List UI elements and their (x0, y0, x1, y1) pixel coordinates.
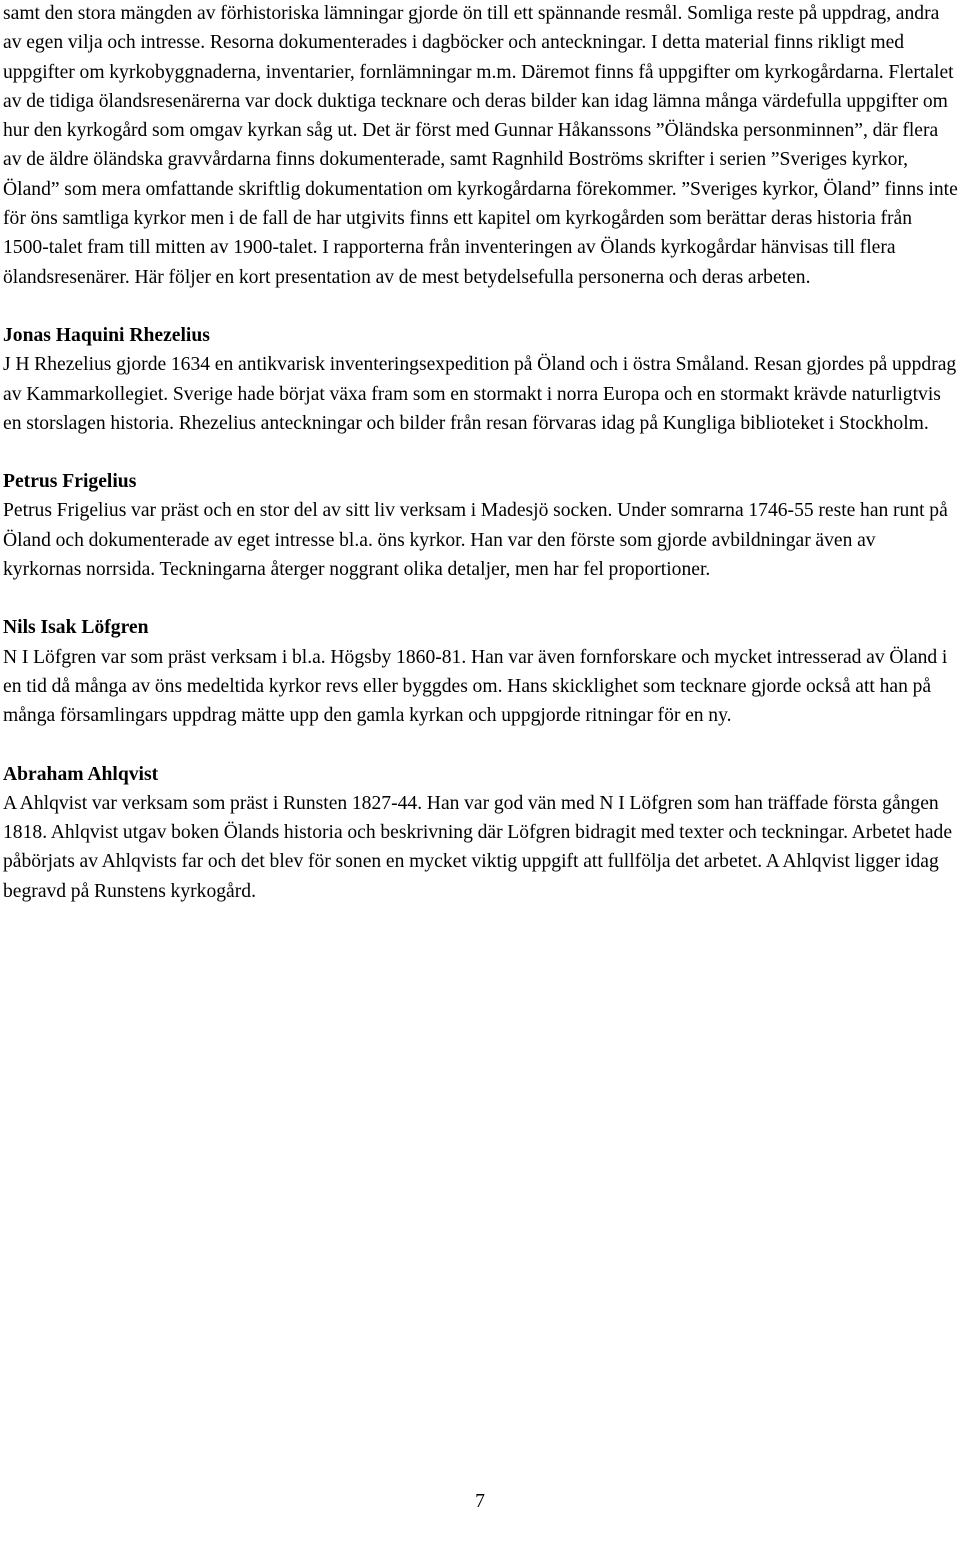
section-heading: Jonas Haquini Rhezelius (3, 324, 210, 346)
section-heading: Petrus Frigelius (3, 471, 137, 493)
section-heading: Abraham Ahlqvist (3, 763, 159, 785)
section-paragraph: N I Löfgren var som präst verksam i bl.a. Högsby 1860-81. Han var även fornforskare och mycket intresserad av Öland i en tid då många av öns medeltida kyrkor revs eller byggdes om. Hans skicklighet som tecknare gjorde också att han på många församlingars uppdrag mätte upp den gamla kyrkan och uppgjorde ritningar för en ny. (3, 646, 948, 727)
section-ahlqvist (3, 760, 958, 906)
section-frigelius (3, 467, 958, 584)
section-heading: Nils Isak Löfgren (3, 617, 149, 639)
page-number: 7 (475, 1491, 485, 1512)
section-lofgren (3, 613, 958, 730)
intro-paragraph: samt den stora mängden av förhistoriska lämningar gjorde ön till ett spännande resmål. Somliga reste på uppdrag, andra av egen vilja och intresse. Resorna dokumenterades i dagböcker och anteckningar. I detta material finns rikligt med uppgifter om kyrkobyggnaderna, inventarier, fornlämningar m.m. Däremot finns få uppgifter om kyrkogårdarna. Flertalet av de tidiga ölandsresenärerna var dock duktiga tecknare och deras bilder kan idag lämna många värdefulla uppgifter om hur den kyrkogård som omgav kyrkan såg ut. Det är först med Gunnar Håkanssons ”Öländska personminnen”, där flera av de äldre öländska gravvårdarna finns dokumenterade, samt Ragnhild Boströms skrifter i serien ”Sveriges kyrkor, Öland” som mera omfattande skriftlig dokumentation om kyrkogårdarna förekommer. ”Sveriges kyrkor, Öland” finns inte för öns samtliga kyrkor men i de fall de har utgivits finns ett kapitel om kyrkogården som berättar deras historia från 1500-talet fram till mitten av 1900-talet. I rapporterna från inventeringen av Ölands kyrkogårdar hänvisas till flera ölandsresenärer. Här följer en kort presentation av de mest betydelsefulla personerna och deras arbeten. (3, 3, 958, 288)
section-paragraph: Petrus Frigelius var präst och en stor del av sitt liv verksam i Madesjö socken. Under somrarna 1746-55 reste han runt på Öland och dokumenterade av eget intresse bl.a. öns kyrkor. Han var den förste som gjorde avbildningar även av kyrkornas norrsida. Teckningarna återger noggrant olika detaljer, men har fel proportioner. (3, 500, 948, 581)
section-rhezelius (3, 321, 958, 438)
section-paragraph: A Ahlqvist var verksam som präst i Runsten 1827-44. Han var god vän med N I Löfgren som han träffade första gången 1818. Ahlqvist utgav boken Ölands historia och beskrivning där Löfgren bidragit med texter och teckningar. Arbetet hade påbörjats av Ahlqvists far och det blev för sonen en mycket viktig uppgift att fullfölja det arbetet. A Ahlqvist ligger idag begravd på Runstens kyrkogård. (3, 792, 953, 902)
document-page (3, 0, 958, 906)
section-paragraph: J H Rhezelius gjorde 1634 en antikvarisk inventeringsexpedition på Öland och i östra Småland. Resan gjordes på uppdrag av Kammarkollegiet. Sverige hade börjat växa fram som en stormakt i norra Europa och en stormakt krävde naturligtvis en storslagen historia. Rhezelius anteckningar och bilder från resan förvaras idag på Kungliga biblioteket i Stockholm. (3, 354, 957, 434)
